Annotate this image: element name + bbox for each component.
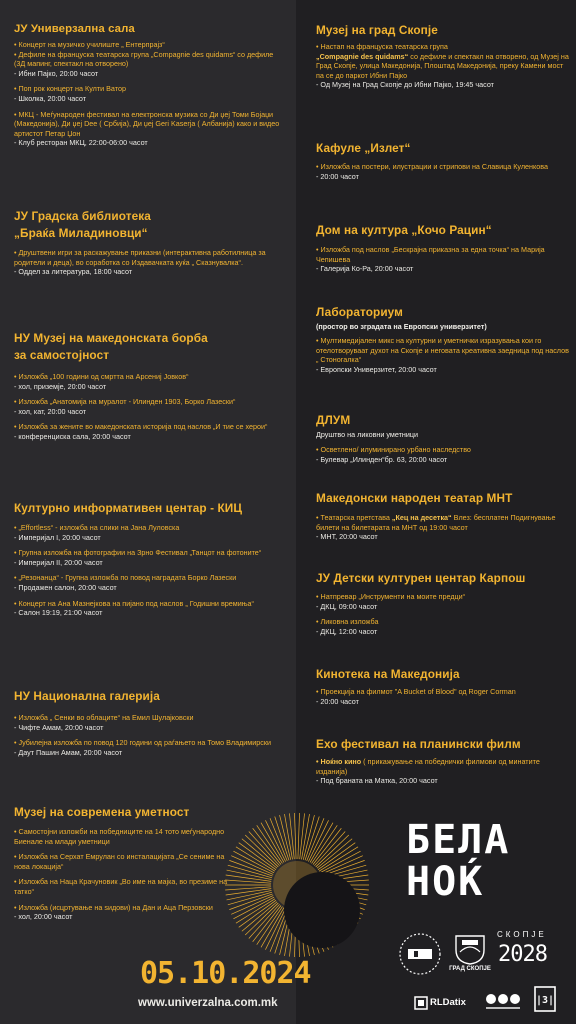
venue-title: Лабораториум bbox=[316, 305, 404, 319]
universal-hall-logo bbox=[398, 932, 442, 976]
venue-mnt bbox=[316, 490, 570, 542]
event: • Натпревар „Инструменти на моите предци“ - ДКЦ, 09:00 часот bbox=[316, 592, 466, 611]
venue-title: НУ Музеј на македонската борба bbox=[14, 331, 208, 345]
sponsor-emblem-logo bbox=[534, 986, 556, 1012]
event: • Концерт на Ана Мазнејкова на пијано под наслов „ Годишни времиња“ - Салон 19:19, 21:00 часот bbox=[14, 598, 254, 618]
venue-city-library bbox=[14, 208, 290, 277]
event: • Изложба под наслов „Бескрајна приказна за една точка“ на Марија Чепишева - Галерија Ко-Ра, 20:00 часот bbox=[316, 245, 545, 274]
venue-title: Ехо фестивал на планински филм bbox=[316, 737, 521, 751]
event: • Осветлено/ илуминирано урбано наследство - Булевар „Илинден“бр. 63, 20:00 часот bbox=[316, 445, 471, 464]
event: • „Резонанца“ - Групна изложба по повод наградата Борко Лазески - Продажен салон, 20:00 часот bbox=[14, 573, 237, 592]
venue-subtitle: Друштво на ликовни уметници bbox=[316, 430, 418, 439]
website-link[interactable]: www.univerzalna.com.mk bbox=[138, 997, 278, 1009]
sun-ray bbox=[294, 813, 296, 859]
venue-title: Кафуле „Излет“ bbox=[316, 141, 411, 155]
venue-title: Кинотека на Македонија bbox=[316, 667, 460, 681]
skopje-2028-label: СКОПЈЕ bbox=[497, 930, 547, 939]
venue-museum-struggle bbox=[14, 330, 290, 442]
venue-title-2: „Браќа Миладиновци“ bbox=[14, 226, 148, 240]
event: • Самостојни изложби на победниците на 14 тото меѓународно Биенале на млади уметници bbox=[14, 827, 225, 846]
event: • Изложба на постери, илустрации и стрипови на Славица Куленкова - 20:00 часот bbox=[316, 162, 548, 181]
venue-kic bbox=[14, 500, 290, 618]
event-title-line-2: НОЌ bbox=[406, 859, 485, 905]
venue-universal-hall bbox=[14, 22, 290, 148]
event: • Изложба „ Сенки во облаците“ на Емил Шулајковски - Чифте Амам, 20:00 часот bbox=[14, 713, 194, 732]
venue-city-museum bbox=[316, 22, 570, 90]
venue-moca bbox=[14, 804, 234, 922]
sun-ray bbox=[307, 818, 324, 861]
sun-ray bbox=[310, 823, 333, 863]
event: • Ноќно кино ( прикажување на победнички филмови од минатите изданија) - Под браната на Матка, 20:00 часот bbox=[316, 757, 540, 786]
eclipse-sun-graphic bbox=[222, 810, 372, 960]
venue-cinematheque bbox=[316, 666, 570, 706]
venue-title: Македонски народен театар МНТ bbox=[316, 491, 513, 505]
sponsor-dots-logo bbox=[484, 990, 522, 1012]
venue-title: ЈУ Детски културен центар Карпош bbox=[316, 571, 526, 585]
event: • Изложба „100 години од смртта на Арсениј Јовков“ - хол, приземје, 20:00 часот bbox=[14, 372, 189, 391]
event: • Изложба на Наца Крачуновик „Во име на мајка, во презиме на татко“ bbox=[14, 877, 228, 896]
venue-culture-home bbox=[316, 222, 570, 274]
sun-ray bbox=[300, 813, 305, 859]
sun-ray bbox=[321, 856, 363, 875]
venue-echo-festival bbox=[316, 736, 570, 786]
sun-ray bbox=[231, 896, 273, 915]
venue-title: ЈУ Градска библиотека bbox=[14, 209, 151, 223]
svg-text:|3|: |3| bbox=[535, 995, 555, 1006]
event-title-line-1: БЕЛА bbox=[406, 817, 511, 863]
city-of-skopje-logo bbox=[452, 932, 488, 966]
event: • Настап на француска театарска група „Compagnie des quidams“ со дефиле и спектакл на отворено, од Музеј на Град Скопје, улица Македонија, Плоштад Македонија, преку Камени мост па се до паркот Ибни Пајко - Од Музеј на Град Скопје до Ибни Пајко, 19:45 часот bbox=[316, 42, 569, 90]
venue-title: Културно информативен центар - КИЦ bbox=[14, 501, 243, 515]
sun-ray bbox=[298, 813, 300, 859]
sun-ray bbox=[261, 823, 284, 863]
event: • Поп рок концерт на Култи Ватор - Школка, 20:00 часот bbox=[14, 84, 126, 103]
venue-national-gallery bbox=[14, 688, 290, 757]
venue-title: Музеј на современа уметност bbox=[14, 805, 190, 819]
venue-karposh bbox=[316, 570, 570, 636]
rldatix-label: RLDatix bbox=[430, 997, 466, 1008]
event: • Изложба на Серхат Емрулан со инсталацијата „Се сениме на нова локација“ bbox=[14, 852, 225, 871]
venue-title: ДЛУМ bbox=[316, 413, 351, 427]
venue-laboratorium bbox=[316, 304, 570, 374]
venue-title-2: за самостојност bbox=[14, 348, 110, 362]
event: • Ликовна изложба - ДКЦ, 12:00 часот bbox=[316, 617, 379, 636]
venue-subtitle: (простор во зградата на Европски универзитет) bbox=[316, 322, 487, 331]
skopje-2028-year: 2028 bbox=[498, 942, 547, 967]
event: • Јубилејна изложба по повод 120 години од раѓањето на Томо Владимирски - Даут Пашин Амам, 20:00 часот bbox=[14, 738, 272, 757]
event: • „Effortless“ - изложба на слики на Јана Луловска - Империјал I, 20:00 часот bbox=[14, 523, 180, 542]
sun-ray bbox=[302, 814, 310, 859]
event: • Театарска претстава „Кец на десетка“ Влез: бесплатен Подигнување билети на билетарата на МНТ од 19:00 часот - МНТ, 20:00 часот bbox=[316, 513, 556, 542]
event: • Изложба (исцртување на ѕидови) на Дан и Аца Перзовски - хол, 20:00 часот bbox=[14, 902, 213, 922]
moon-disc bbox=[284, 872, 360, 948]
venue-title: ЈУ Универзална сала bbox=[14, 23, 135, 35]
venue-dlum bbox=[316, 412, 570, 464]
event: • Проекција на филмот "A Bucket of Blood" од Roger Corman - 20:00 часот bbox=[316, 687, 516, 706]
city-of-skopje-label: ГРАД СКОПЈЕ bbox=[449, 966, 491, 972]
venue-title: НУ Национална галерија bbox=[14, 689, 160, 703]
event: • Изложба за жените во македонската историја под наслов „И тие се херои“ - конференциска сала, 20:00 часот bbox=[14, 422, 268, 441]
event: • Мултимедијален микс на културни и уметнички изразувања кои го отелотворуваат духот на Скопје и неговата креативна заедница под наслов „ Стоногалка“ - Европски Универзитет, 20:00 часот bbox=[316, 336, 569, 374]
sun-ray bbox=[231, 856, 273, 875]
event: • МКЦ - Меѓународен фестивал на електронска музика со Ди џеј Томи Бојаџи (Македонија), Ди џеј Dee ( Србија), Ди џеј Geri Kaserja ( Албанија) како и видео артистот Петар Џон - Клуб ресторан МКЦ, 22:00-06:00 часот bbox=[14, 109, 280, 148]
sun-ray bbox=[289, 813, 294, 859]
event: • Друштвени игри за раскажување приказни (интерактивна работилница за родители и деца), во соработка со Издавачката куќа „ Сказнувалка“. - Оддел за литература, 18:00 часот bbox=[14, 248, 266, 277]
event: • Изложба „Анатомија на муралот - Илинден 1903, Борко Лазески“ - хол, кат, 20:00 часот bbox=[14, 397, 236, 416]
rldatix-icon bbox=[414, 996, 428, 1010]
venue-title: Дом на култура „Кочо Рацин“ bbox=[316, 223, 492, 237]
event: • Групна изложба на фотографии на Зрно Фестивал „Танцот на фотоните“ - Империјал II, 20:00 часот bbox=[14, 548, 262, 567]
sun-ray bbox=[261, 908, 284, 948]
event-date: 05.10.2024 bbox=[140, 956, 311, 991]
venue-title: Музеј на град Скопје bbox=[316, 23, 438, 37]
event: • Концерт на музичко училиште „ Ентерпрајз“ • Дефиле на француска театарска група „Compagnie des quidams“ со дефиле (3Д мапинг, спектакл на отворено) - Ибни Пајко, 20:00 часот bbox=[14, 40, 274, 78]
sun-ray bbox=[270, 818, 287, 861]
venue-cafe-izlet bbox=[316, 140, 570, 181]
sun-ray bbox=[284, 814, 292, 859]
